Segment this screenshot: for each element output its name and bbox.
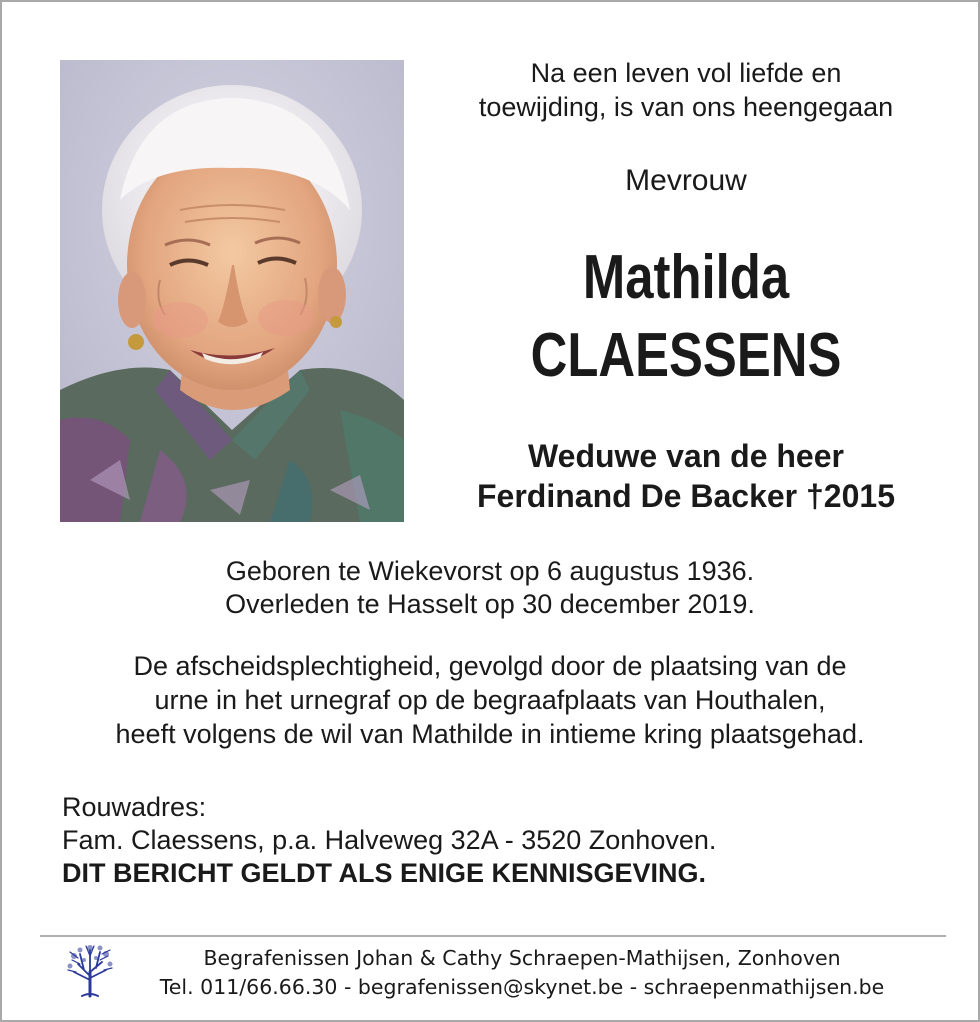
funeral-home-footer [122, 944, 922, 1002]
ceremony-line: heeft volgens de wil van Mathilde in intieme kring plaatsgehad. [115, 719, 865, 749]
intro-text [414, 56, 958, 124]
mourning-address [62, 791, 716, 857]
widow-of [414, 436, 958, 516]
notice-statement: DIT BERICHT GELDT ALS ENIGE KENNISGEVING. [62, 858, 707, 888]
birth-line: Geboren te Wiekevorst op 6 augustus 1936. [225, 556, 755, 586]
widow-line: Ferdinand De Backer †2015 [477, 478, 895, 514]
footer-divider [40, 935, 946, 937]
portrait-photo [60, 60, 404, 522]
honorific: Mevrouw [625, 164, 747, 197]
death-line: Overleden te Hasselt op 30 december 2019. [225, 589, 755, 619]
widow-line: Weduwe van de heer [528, 438, 844, 474]
ceremony-line: urne in het urnegraf op de begraafplaats van Houthalen, [154, 685, 826, 715]
address-label: Rouwadres: [62, 792, 207, 822]
portrait-illustration [60, 60, 404, 522]
ceremony-text [22, 649, 958, 751]
birth-death-dates [2, 555, 978, 621]
ceremony-line: De afscheidsplechtigheid, gevolgd door de plaatsing van de [133, 651, 847, 681]
intro-line: toewijding, is van ons heengegaan [478, 92, 894, 122]
tree-icon [66, 942, 114, 998]
funeral-home-name: Begrafenissen Johan & Cathy Schraepen-Mathijsen, Zonhoven [203, 946, 841, 970]
address-value: Fam. Claessens, p.a. Halveweg 32A - 3520 Zonhoven. [62, 825, 717, 855]
last-name: CLAESSENS [530, 321, 842, 390]
intro-line: Na een leven vol liefde en [530, 58, 842, 88]
first-name: Mathilda [582, 243, 790, 312]
funeral-home-contact: Tel. 011/66.66.30 - begrafenissen@skynet.be - schraepenmathijsen.be [159, 975, 885, 999]
